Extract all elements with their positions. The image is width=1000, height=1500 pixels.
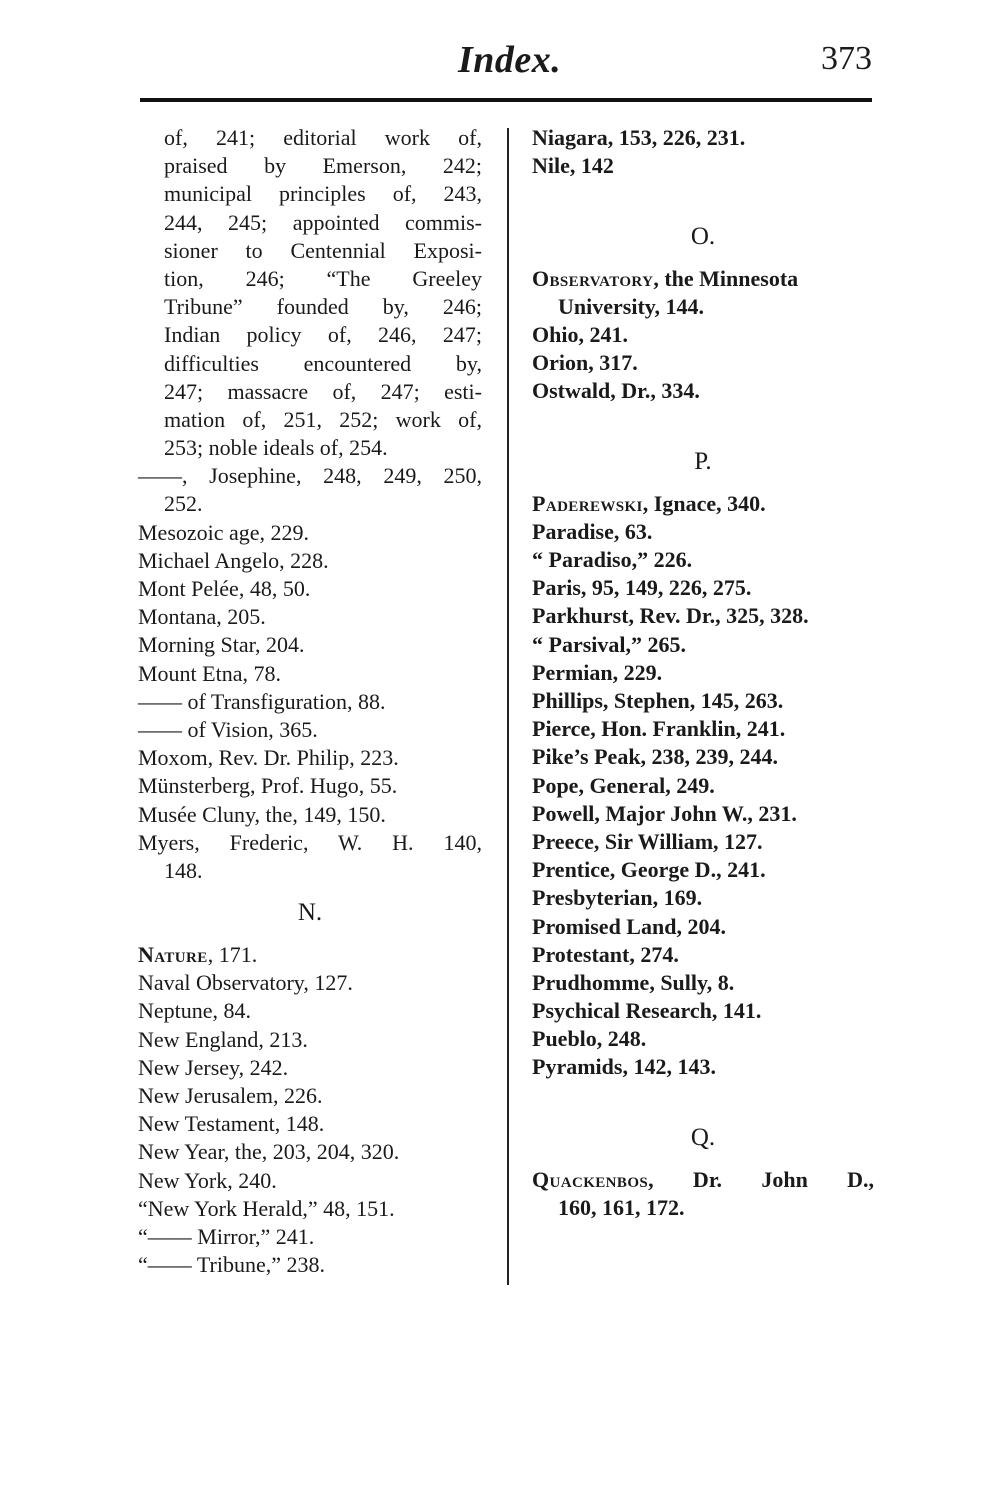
entry-heading: Observatory [532,265,654,291]
index-entry: Presbyterian, 169. [532,885,703,911]
index-entry: Pyramids, 142, 143. [532,1054,716,1080]
index-entry: New Jerusalem, 226. [138,1083,323,1108]
index-entry: Mount Etna, 78. [138,660,281,686]
index-entry: Parkhurst, Rev. Dr., 325, 328. [532,603,809,629]
index-entry: New York, 240. [138,1167,277,1193]
entry-pages: , Dr. John D., [648,1166,874,1192]
index-entry: Moxom, Rev. Dr. Philip, 223. [138,745,399,771]
index-entry: Morning Star, 204. [138,632,305,658]
index-entry: New Year, the, 203, 204, 320. [138,1139,400,1165]
left-column [138,124,482,1279]
page-number: 373 [821,40,872,77]
section-letter-p: P. [694,447,712,475]
index-entry: Pope, General, 249. [532,772,715,798]
index-line: mation of, 251, 252; work of, [164,406,482,432]
index-entry: —— of Transfiguration, 88. [138,688,386,714]
entry-pages: , Ignace, 340. [642,490,766,516]
index-line: Tribune” founded by, 246; [164,294,482,320]
index-line: difficulties encountered by, [164,350,482,376]
index-entry: Prudhomme, Sully, 8. [532,969,735,995]
index-entry: Myers, Frederic, W. H. 140, [138,829,482,855]
index-entry: “ Paradiso,” 226. [532,547,693,573]
index-entry [532,265,874,293]
index-line: of, 241; editorial work of, [164,125,482,150]
index-entry: Montana, 205. [138,604,266,630]
entry-heading: Paderewski [532,490,643,516]
index-entry: Naval Observatory, 127. [138,970,353,996]
index-entry: Paradise, 63. [532,518,653,544]
index-line: 253; noble ideals of, 254. [164,435,388,461]
index-entry: Pierce, Hon. Franklin, 241. [532,716,786,742]
spacer [532,180,874,208]
index-entry-continuation: University, 144. [558,293,705,319]
index-entry-continuation: 252. [164,491,203,517]
index-entry-continuation: 148. [164,857,203,883]
index-line: Indian policy of, 246, 247; [164,322,482,348]
index-line: 247; massacre of, 247; esti- [164,378,482,404]
running-title: Index. [458,39,562,81]
index-entry: —— of Vision, 365. [138,716,318,742]
entry-pages: , the Minnesota [653,265,799,291]
index-entry: “ Parsival,” 265. [532,631,686,657]
index-entry: Orion, 317. [532,350,638,376]
index-entry: New England, 213. [138,1026,308,1052]
index-entry [138,941,482,969]
right-column [532,124,874,1222]
index-entry: New Testament, 148. [138,1111,325,1137]
index-entry: Permian, 229. [532,659,663,685]
index-entry: Niagara, 153, 226, 231. [532,125,746,150]
spacer [532,1082,874,1110]
entry-pages: , 171. [207,942,258,968]
index-entry: Münsterberg, Prof. Hugo, 55. [138,773,398,799]
index-line: praised by Emerson, 242; [164,153,482,179]
header-rule [140,98,872,102]
index-entry: “New York Herald,” 48, 151. [138,1195,395,1221]
index-entry: Ostwald, Dr., 334. [532,378,700,404]
entry-heading: Nature [138,942,208,968]
index-entry: Pike’s Peak, 238, 239, 244. [532,744,779,770]
index-entry: Promised Land, 204. [532,913,726,939]
index-entry: Paris, 95, 149, 226, 275. [532,575,752,601]
column-divider [507,128,509,1285]
index-entry: Protestant, 274. [532,941,679,967]
index-entry: Powell, Major John W., 231. [532,800,797,826]
index-line: tion, 246; “The Greeley [164,265,482,291]
index-entry: ——, Josephine, 248, 249, 250, [138,463,482,489]
index-entry: Preece, Sir William, 127. [532,828,763,854]
page-header [140,38,872,88]
index-entry [532,1166,874,1194]
spacer [532,406,874,434]
index-entry: Psychical Research, 141. [532,998,762,1024]
index-entry: Neptune, 84. [138,998,252,1024]
section-letter-q: Q. [690,1123,716,1151]
index-entry: Mont Pelée, 48, 50. [138,576,311,601]
index-entry: New Jersey, 242. [138,1054,289,1080]
index-entry: “—— Tribune,” 238. [138,1252,325,1278]
index-entry: Michael Angelo, 228. [138,547,329,573]
index-entry: “—— Mirror,” 241. [138,1223,315,1249]
entry-heading: Quackenbos [532,1166,649,1192]
index-entry: Nile, 142 [532,153,614,179]
index-entry: Pueblo, 248. [532,1026,647,1052]
index-entry-continuation: 160, 161, 172. [558,1195,685,1220]
index-entry: Prentice, George D., 241. [532,857,766,883]
index-line: sioner to Centennial Exposi- [164,237,482,263]
section-letter-o: O. [690,222,716,250]
index-entry: Musée Cluny, the, 149, 150. [138,801,386,827]
index-entry: Ohio, 241. [532,321,628,347]
index-entry [532,490,874,518]
index-entry: Phillips, Stephen, 145, 263. [532,688,784,713]
index-entry: Mesozoic age, 229. [138,519,310,545]
index-line: 244, 245; appointed commis- [164,209,482,235]
section-letter-n: N. [297,899,323,927]
index-line: municipal principles of, 243, [164,181,482,207]
